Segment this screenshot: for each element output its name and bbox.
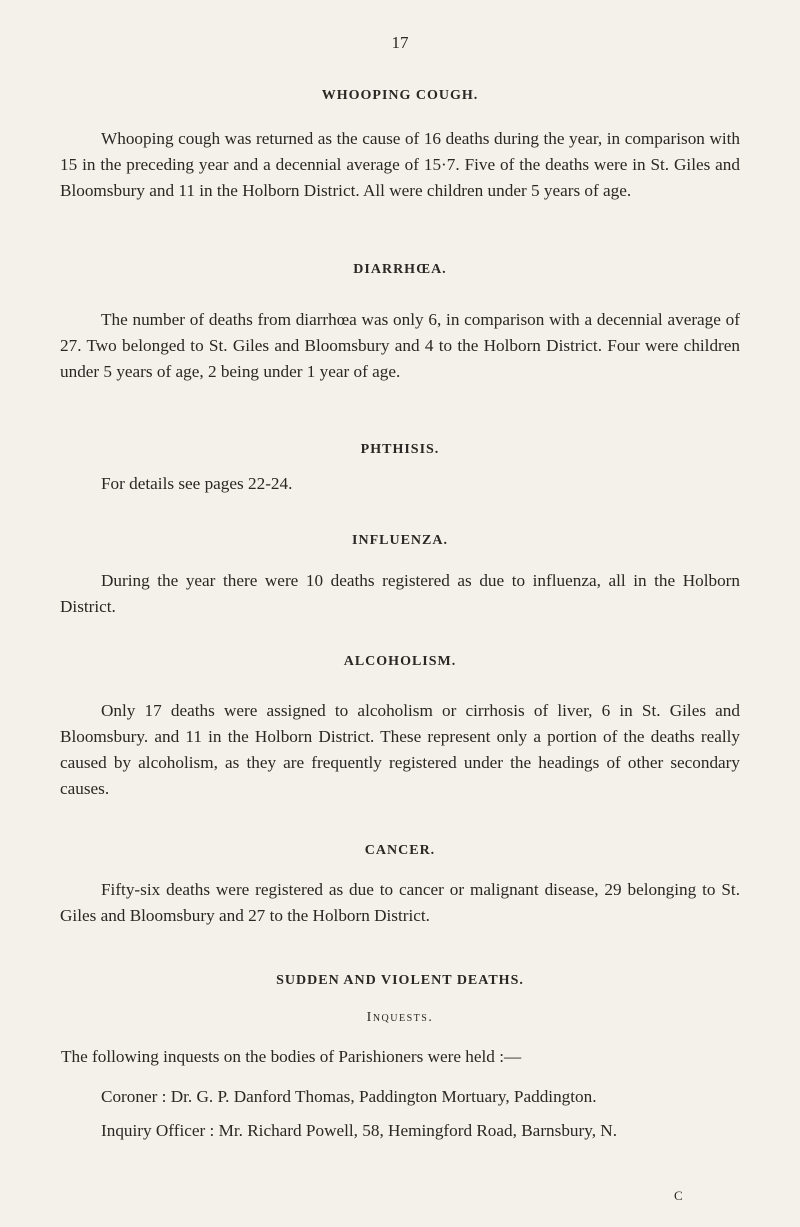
paragraph-phthisis: For details see pages 22-24. (101, 474, 293, 493)
paragraph-diarrhoea: The number of deaths from diarrhœa was only 6, in comparison with a decennial average of 27. Two belonged to St. Giles and Bloomsbury and 4 to the Holborn District. Four were children under 5 years of age, 2 being under 1 year of age. (60, 310, 740, 381)
paragraph-influenza: During the year there were 10 deaths registered as due to influenza, all in the Holborn District. (60, 571, 740, 616)
page-number: 17 (391, 33, 409, 52)
heading-diarrhoea: DIARRHŒA. (353, 262, 447, 277)
paragraph-whooping-cough: Whooping cough was returned as the cause of 16 deaths during the year, in comparison with 15 in the preceding year and a decennial average of 15·7. Five of the deaths were in St. Giles and Bloomsbury and 11 in the Holborn District. All were children under 5 years of age. (60, 129, 740, 200)
inquests-intro: The following inquests on the bodies of Parishioners were held :— (61, 1047, 522, 1066)
heading-whooping-cough: WHOOPING COUGH. (321, 88, 479, 103)
heading-phthisis: PHTHISIS. (360, 442, 440, 457)
paragraph-alcoholism: Only 17 deaths were assigned to alcoholism or cirrhosis of liver, 6 in St. Giles and Bloomsbury. and 11 in the Holborn District. These represent only a portion of the deaths really caused by alcoholism, as they are frequently registered under the headings of other secondary causes. (60, 701, 740, 798)
subheading-inquests: Inquests. (366, 1010, 434, 1025)
paragraph-cancer: Fifty-six deaths were registered as due to cancer or malignant disease, 29 belonging to St. Giles and Bloomsbury and 27 to the Holborn District. (60, 880, 740, 925)
heading-cancer: CANCER. (364, 843, 436, 858)
heading-influenza: INFLUENZA. (352, 533, 448, 548)
inquiry-officer-line: Inquiry Officer : Mr. Richard Powell, 58, Hemingford Road, Barnsbury, N. (101, 1121, 618, 1140)
heading-sudden-violent-deaths: SUDDEN AND VIOLENT DEATHS. (276, 973, 524, 988)
coroner-line: Coroner : Dr. G. P. Danford Thomas, Paddington Mortuary, Paddington. (101, 1087, 597, 1106)
heading-alcoholism: ALCOHOLISM. (343, 654, 457, 669)
signature-mark: C (674, 1188, 683, 1203)
